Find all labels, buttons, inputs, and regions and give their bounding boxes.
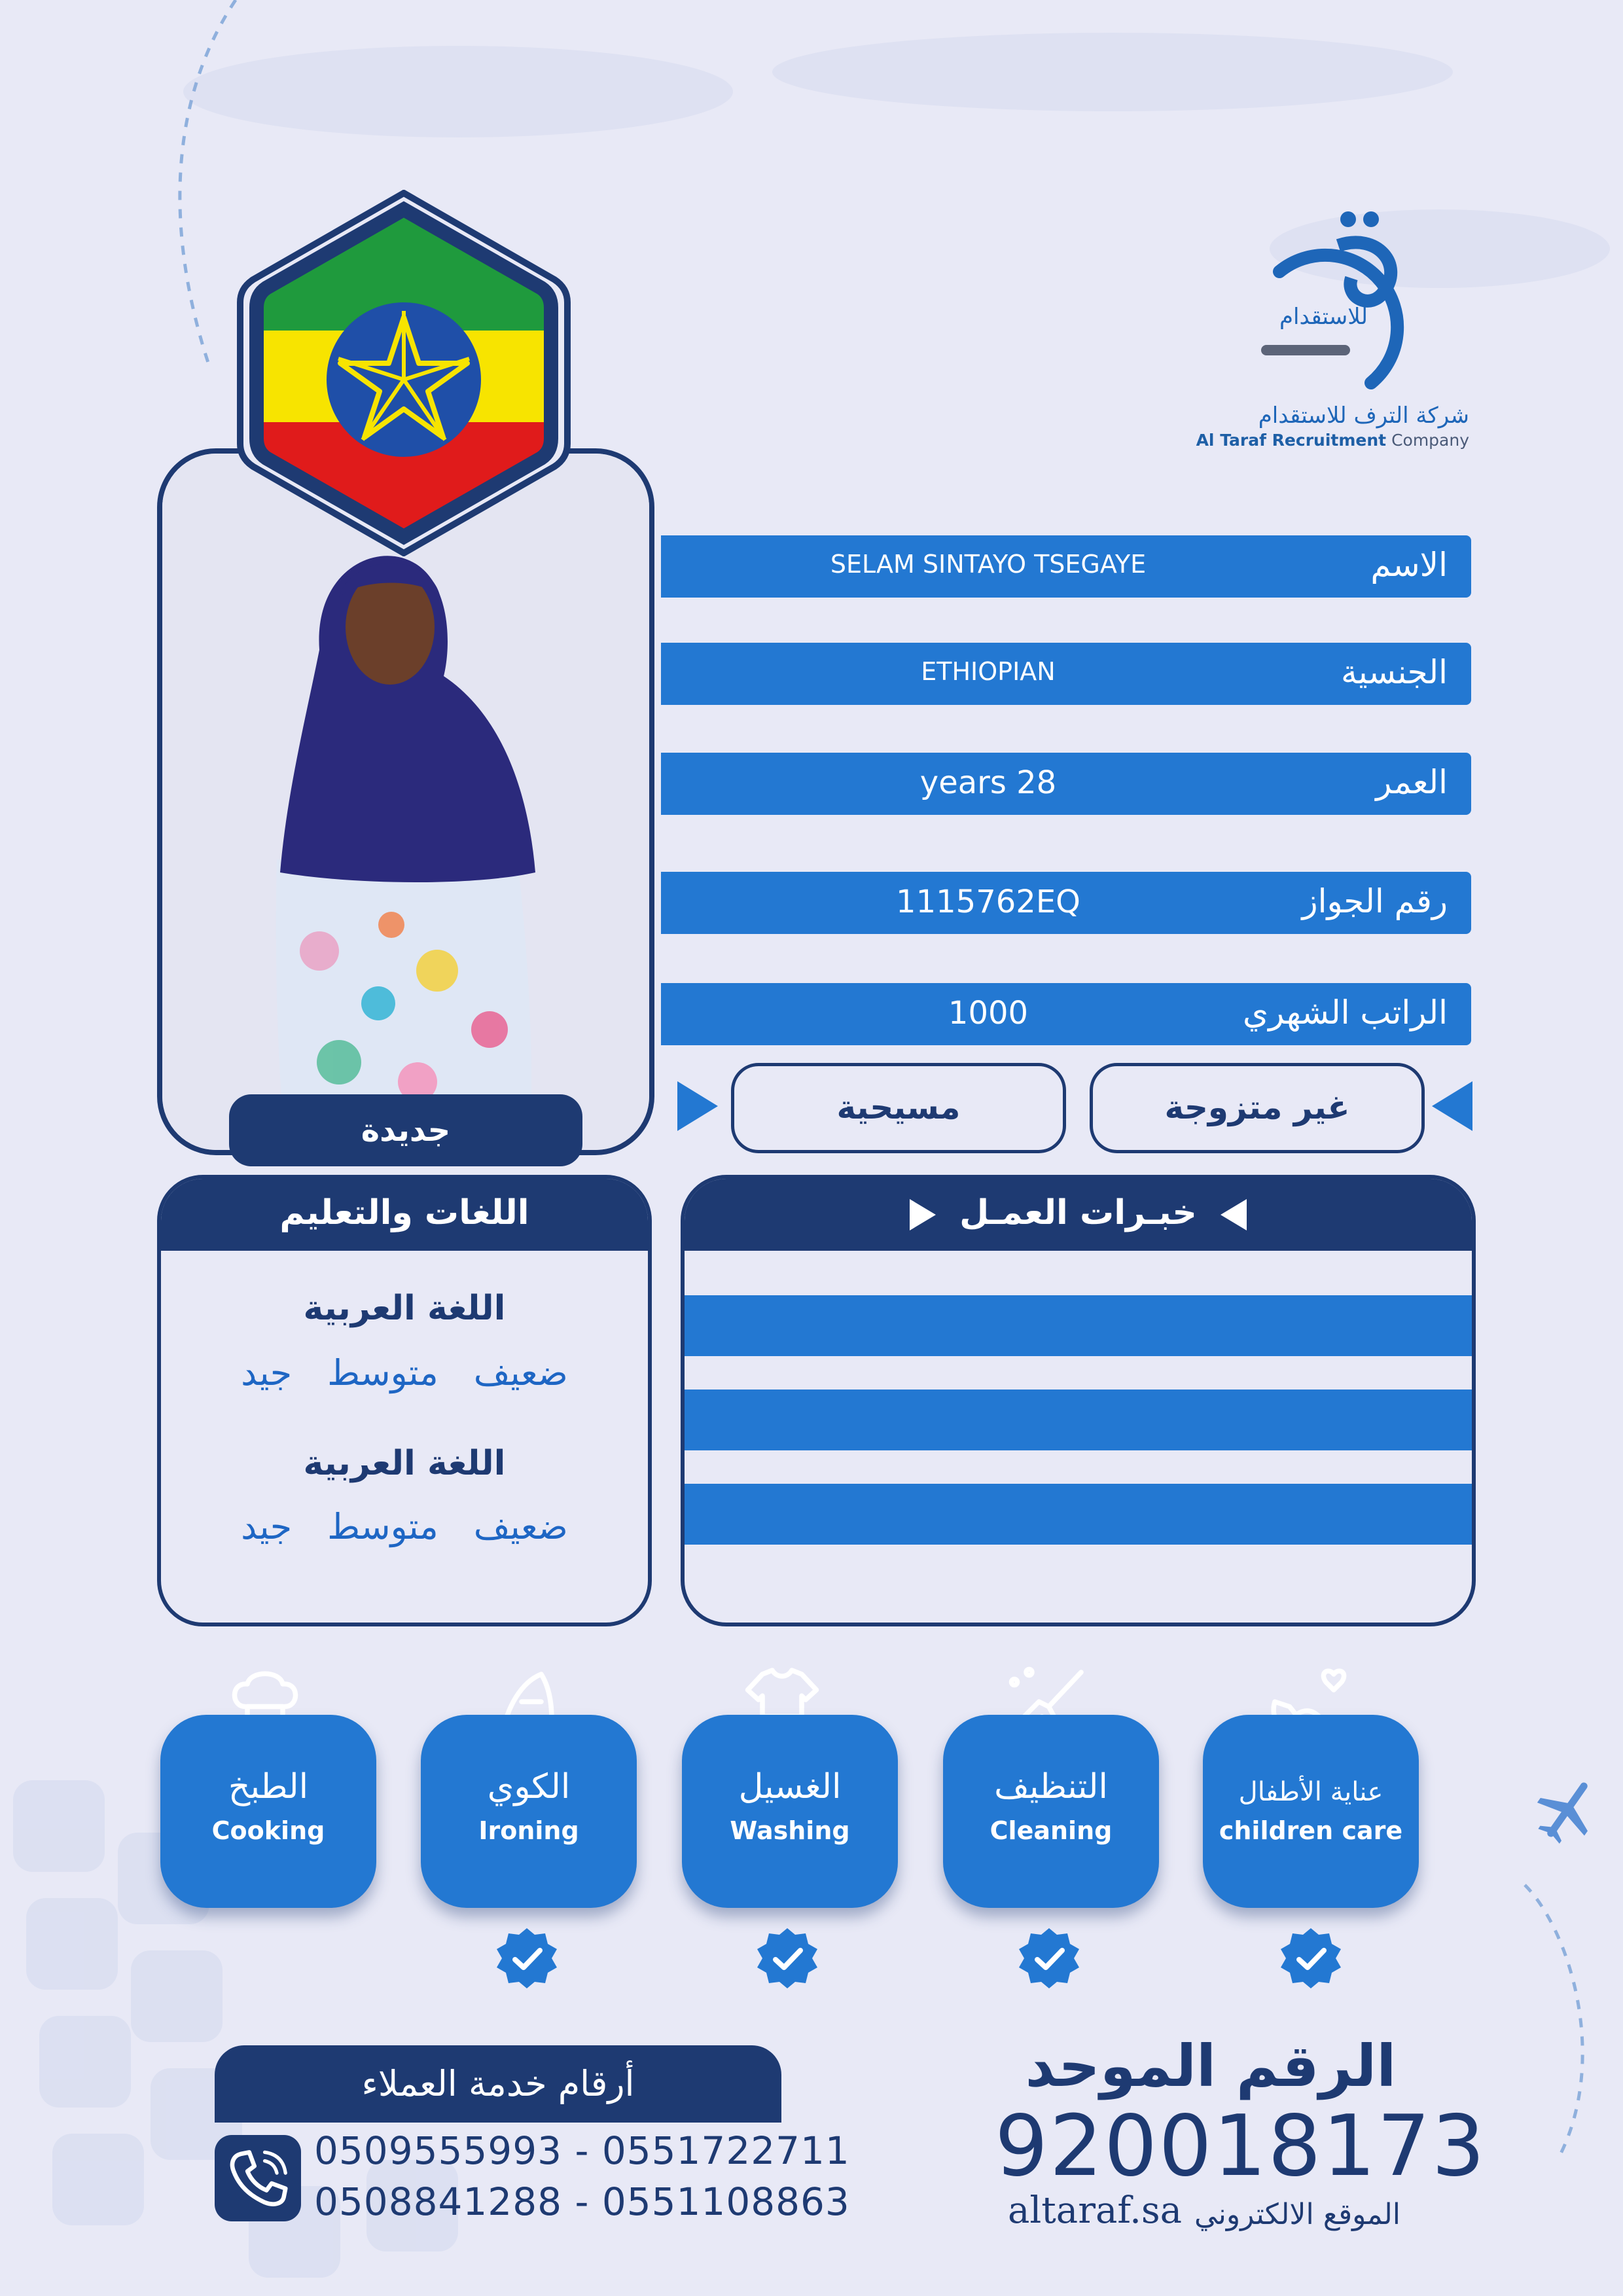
salary-value: 1000 — [948, 995, 1029, 1031]
experience-row — [685, 1390, 1472, 1450]
candidate-photo — [162, 454, 649, 1150]
customer-service-title: أرقام خدمة العملاء — [215, 2045, 781, 2123]
skill-cooking-ar: الطبخ — [228, 1767, 309, 1806]
skill-cleaning-ar: التنظيف — [994, 1767, 1108, 1806]
nationality-label: الجنسية — [1341, 653, 1448, 691]
salary-label: الراتب الشهري — [1242, 994, 1448, 1031]
unified-number-title: الرقم الموحد — [1025, 2032, 1397, 2100]
arrow-left-icon — [1432, 1081, 1472, 1131]
company-name-english: Al Taraf Recruitment Company — [1196, 431, 1469, 450]
age-label: العمر — [1376, 763, 1448, 801]
experience-row — [685, 1295, 1472, 1356]
info-row-age — [661, 753, 1471, 815]
logo-sub-text: للاستقدام — [1279, 304, 1368, 330]
phone-numbers-line-2[interactable]: 0508841288 - 0551108863 — [314, 2179, 850, 2224]
skill-children-care-ar: عناية الأطفال — [1238, 1777, 1383, 1807]
languages-title: اللغات والتعليم — [161, 1179, 648, 1251]
level-medium[interactable]: متوسط — [327, 1506, 438, 1547]
name-label: الاسم — [1370, 546, 1448, 584]
status-badge: جديدة — [229, 1094, 582, 1166]
unified-number[interactable]: 920018173 — [995, 2098, 1486, 2195]
religion-pill: مسيحية — [731, 1063, 1066, 1153]
experience-title: خبـرات العمـل — [959, 1193, 1197, 1232]
info-row-passport — [661, 872, 1471, 934]
language-name: اللغة العربية — [303, 1444, 506, 1483]
check-badge-icon — [494, 1926, 560, 1991]
level-weak[interactable]: ضعيف — [473, 1506, 568, 1547]
company-logo — [1240, 193, 1450, 403]
arrow-right-icon — [910, 1199, 936, 1230]
level-good[interactable]: جيد — [241, 1352, 293, 1393]
passport-label: رقم الجواز — [1302, 882, 1448, 920]
check-badge-icon — [1016, 1926, 1082, 1991]
language-name: اللغة العربية — [303, 1289, 506, 1328]
airplane-icon — [1531, 1774, 1603, 1846]
marital-status-pill: غير متزوجة — [1090, 1063, 1425, 1153]
skill-ironing-ar: الكوي — [487, 1767, 571, 1806]
experience-section — [681, 1175, 1476, 1626]
ethiopia-flag-badge — [237, 190, 571, 556]
experience-header — [685, 1179, 1472, 1251]
check-badge-icon — [1278, 1926, 1344, 1991]
phone-numbers-line-1[interactable]: 0509555993 - 0551722711 — [314, 2128, 850, 2173]
website-link[interactable]: altaraf.sa — [1008, 2189, 1182, 2232]
skill-washing-ar: الغسيل — [738, 1767, 842, 1806]
phone-icon — [215, 2135, 301, 2221]
info-row-nationality — [661, 643, 1471, 705]
level-good[interactable]: جيد — [241, 1506, 293, 1547]
info-row-salary — [661, 983, 1471, 1045]
arrow-right-icon — [677, 1081, 718, 1131]
languages-section — [157, 1175, 652, 1626]
info-row-name — [661, 535, 1471, 598]
arrow-left-icon — [1221, 1199, 1247, 1230]
skill-cleaning — [943, 1715, 1159, 1908]
skill-cleaning-en: Cleaning — [990, 1816, 1113, 1845]
skill-children-care — [1203, 1715, 1419, 1908]
skill-ironing — [421, 1715, 637, 1908]
level-medium[interactable]: متوسط — [327, 1352, 438, 1393]
level-weak[interactable]: ضعيف — [473, 1352, 568, 1393]
check-badge-icon — [755, 1926, 820, 1991]
website-label: الموقع الالكتروني — [1194, 2198, 1400, 2231]
skill-children-care-en: children care — [1219, 1816, 1403, 1845]
passport-value: 1115762EQ — [896, 884, 1080, 920]
age-value: years 28 — [919, 764, 1057, 801]
skill-washing-en: Washing — [730, 1816, 850, 1845]
language-levels — [161, 1352, 648, 1393]
skill-cooking-en: Cooking — [211, 1816, 325, 1845]
name-value: SELAM SINTAYO TSEGAYE — [830, 550, 1147, 579]
skill-cooking — [160, 1715, 376, 1908]
skill-washing — [682, 1715, 898, 1908]
company-name-arabic: شركة الترف للاستقدام — [1258, 403, 1469, 429]
language-levels — [161, 1506, 648, 1547]
experience-row — [685, 1484, 1472, 1545]
nationality-value: ETHIOPIAN — [921, 657, 1056, 686]
skill-ironing-en: Ironing — [478, 1816, 579, 1845]
